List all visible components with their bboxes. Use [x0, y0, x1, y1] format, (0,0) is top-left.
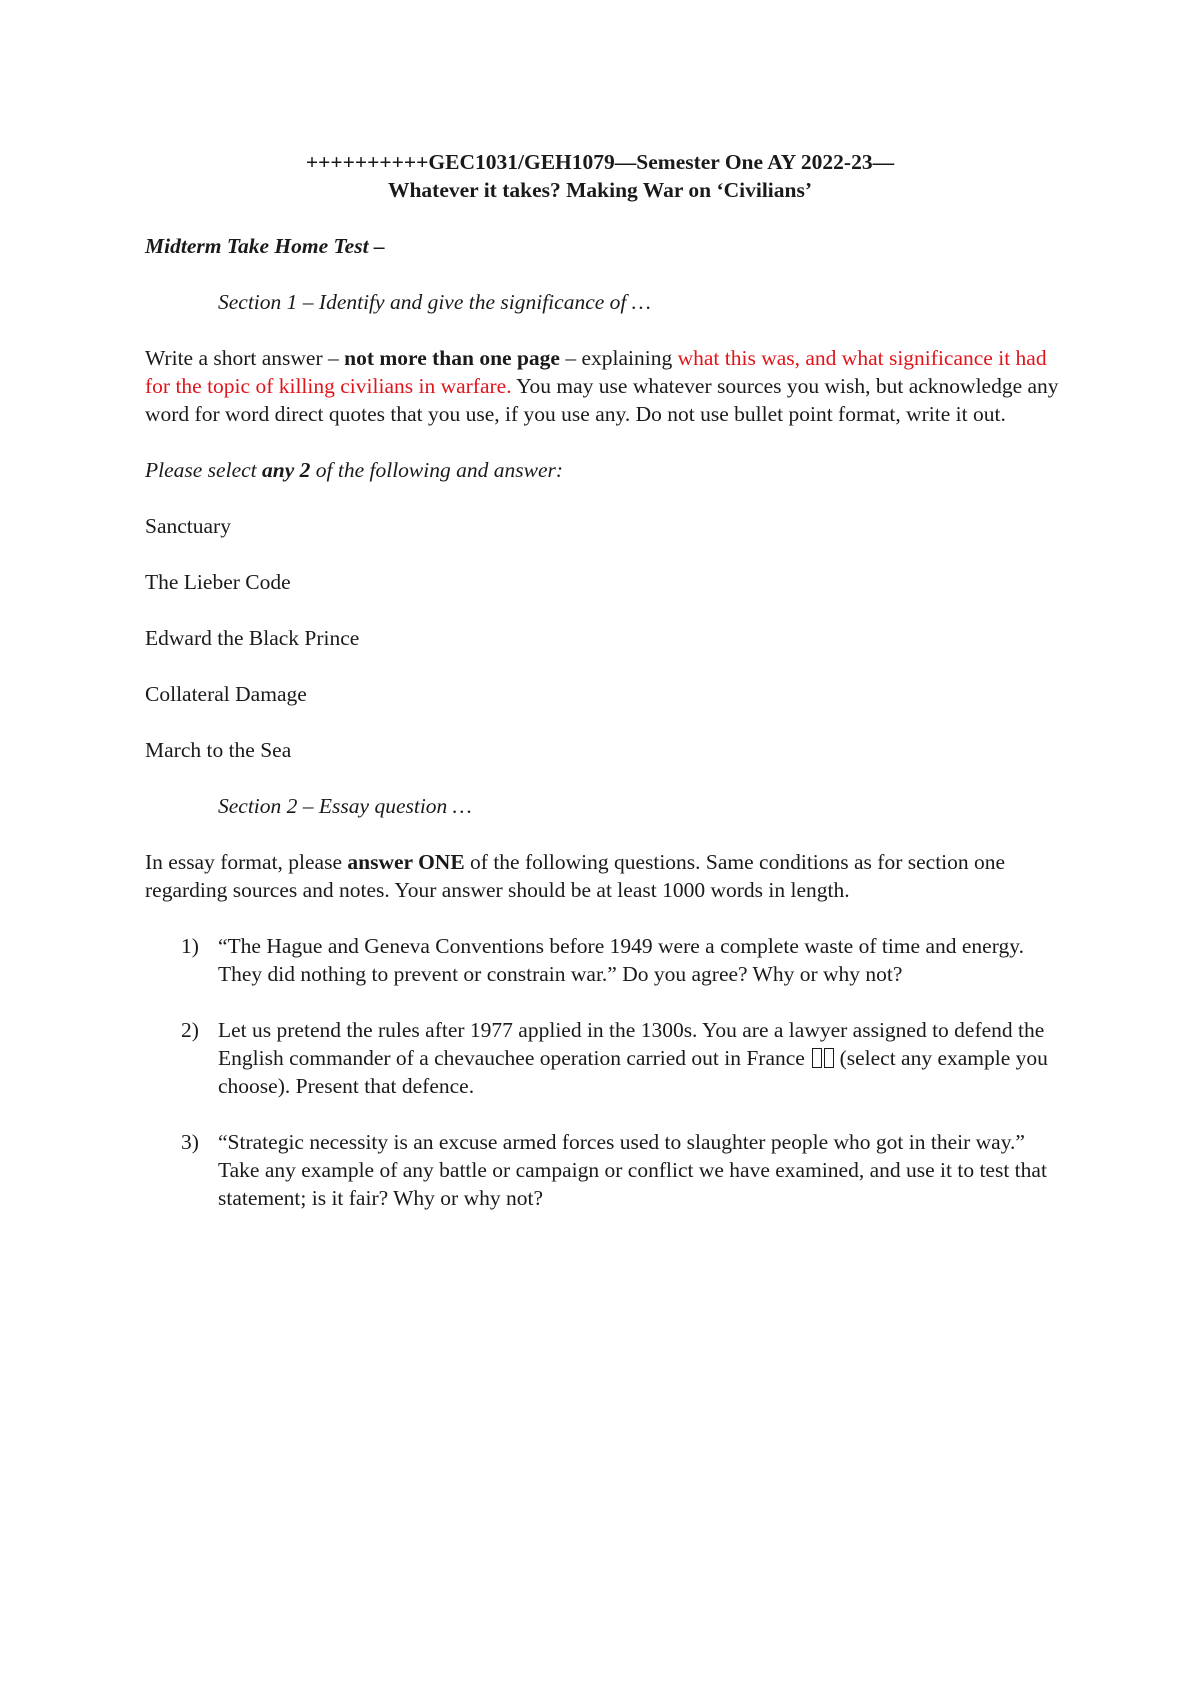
question-text — [218, 1018, 1048, 1098]
section-1-instructions — [145, 344, 1065, 428]
missing-glyph-icon — [812, 1048, 822, 1068]
section-2-intro — [145, 848, 1065, 904]
question-text-part-1: Let us pretend the rules after 1977 applied in the 1300s. You are a lawyer assigned to defend the English commander of a chevauchee operation carried out in France — [218, 1018, 1045, 1070]
topic-item: March to the Sea — [145, 738, 292, 762]
instr-text-1: Write a short answer – — [145, 346, 345, 370]
test-title: Midterm Take Home Test – — [145, 234, 385, 258]
question-number: 1) — [181, 934, 199, 958]
select-text-1: Please select — [145, 458, 263, 482]
topic-item: Edward the Black Prince — [145, 626, 360, 650]
course-title: Whatever it takes? Making War on ‘Civilians’ — [387, 178, 813, 202]
topic-item: The Lieber Code — [145, 570, 291, 594]
question-number: 2) — [181, 1018, 199, 1042]
essay-question — [145, 1016, 1065, 1100]
section-2-heading: Section 2 – Essay question … — [218, 794, 472, 818]
select-text-2: of the following and answer: — [310, 458, 564, 482]
question-text-part-2: (select any example you choose). Present that defence. — [218, 1046, 1048, 1098]
select-bold-count: any 2 — [262, 458, 311, 482]
instr-red-highlight: what this was, and what significance it had for the topic of killing civilians in warfare. — [145, 346, 1047, 398]
instr-bold-limit: not more than one page — [344, 346, 560, 370]
essay-question — [145, 1128, 1065, 1212]
question-text: “The Hague and Geneva Conventions before 1949 were a complete waste of time and energy. They did nothing to prevent or constrain war.” Do you agree? Why or why not? — [218, 934, 1024, 986]
instr-text-2: – explaining — [559, 346, 678, 370]
intro-bold: answer ONE — [347, 850, 465, 874]
document-header — [135, 148, 1065, 204]
question-text: “Strategic necessity is an excuse armed forces used to slaughter people who got in their way.” Take any example of any battle or campaign or conflict we have examined, and use it to test that statement; is it fair? Why or why not? — [218, 1130, 1047, 1210]
instr-text-3: You may use whatever sources you wish, but acknowledge any word for word direct quotes that you use, if you use any. Do not use bullet point format, write it out. — [145, 374, 1059, 426]
topic-item: Sanctuary — [145, 514, 231, 538]
intro-text-2: of the following questions. Same conditions as for section one regarding sources and notes. Your answer should be at least 1000 words in length. — [145, 850, 1006, 902]
essay-question-list — [145, 932, 1065, 1212]
select-instruction — [145, 456, 1065, 484]
missing-glyph-icon — [824, 1048, 834, 1068]
essay-question — [145, 932, 1065, 988]
intro-text-1: In essay format, please — [145, 850, 348, 874]
section-1-heading: Section 1 – Identify and give the significance of … — [218, 290, 651, 314]
question-number: 3) — [181, 1130, 199, 1154]
document-body — [145, 148, 1065, 1212]
course-code-line: ++++++++++GEC1031/GEH1079—Semester One AY 2022-23— — [305, 150, 895, 174]
topic-item: Collateral Damage — [145, 682, 307, 706]
